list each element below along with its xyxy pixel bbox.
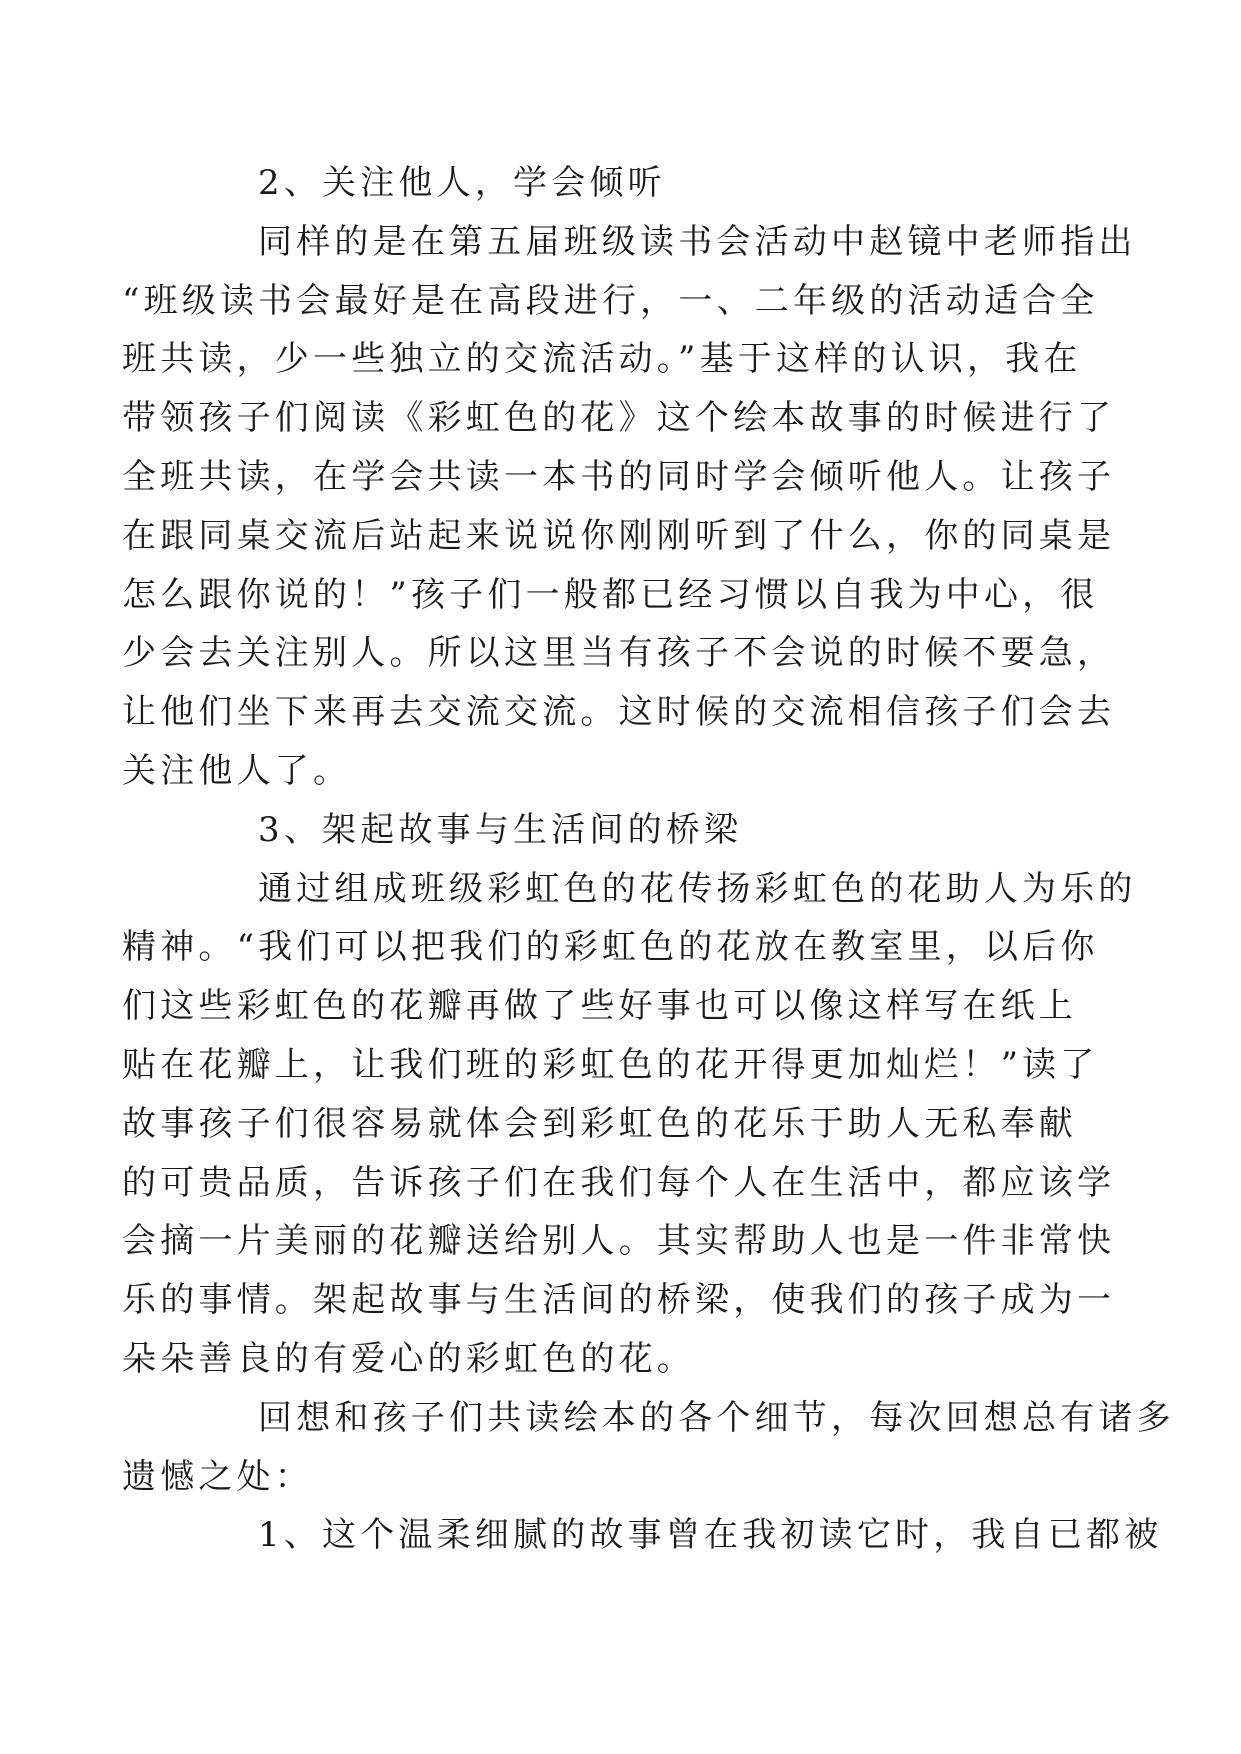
text-line: 同样的是在第五届班级读书会活动中赵镜中老师指出 — [258, 221, 1137, 262]
paragraph-bridge — [122, 860, 1137, 1389]
text-line: 1、这个温柔细腻的故事曾在我初读它时，我自已都被 — [258, 1515, 1163, 1556]
text-line: 精神。“我们可以把我们的彩虹色的花放在教室里，以后你 — [122, 927, 1099, 968]
text-line: 带领孩子们阅读《彩虹色的花》这个绘本故事的时候进行了 — [122, 398, 1116, 439]
text-line: 遗憾之处： — [122, 1456, 313, 1497]
paragraph-reflection — [122, 1389, 1175, 1507]
text-line: 通过组成班级彩虹色的花传扬彩虹色的花助人为乐的 — [258, 868, 1137, 909]
section-heading-2: 2、关注他人，学会倾听 — [258, 163, 666, 203]
text-line: 会摘一片美丽的花瓣送给别人。其实帮助人也是一件非常快 — [122, 1221, 1116, 1262]
text-line: 们这些彩虹色的花瓣再做了些好事也可以像这样写在纸上 — [122, 986, 1077, 1027]
text-line: 故事孩子们很容易就体会到彩虹色的花乐于助人无私奉献 — [122, 1103, 1077, 1144]
text-line: 朵朵善良的有爱心的彩虹色的花。 — [122, 1338, 695, 1379]
text-line: 的可贵品质，告诉孩子们在我们每个人在生活中，都应该学 — [122, 1162, 1116, 1203]
text-line: 班共读，少一些独立的交流活动。”基于这样的认识，我在 — [122, 339, 1082, 380]
section-heading-3: 3、架起故事与生活间的桥梁 — [258, 809, 743, 850]
text-line: 乐的事情。架起故事与生活间的桥梁，使我们的孩子成为一 — [122, 1280, 1116, 1321]
text-line: 贴在花瓣上，让我们班的彩虹色的花开得更加灿烂！”读了 — [122, 1044, 1099, 1085]
text-line: 让他们坐下来再去交流交流。这时候的交流相信孩子们会去 — [122, 692, 1116, 733]
text-line: 关注他人了。 — [122, 750, 352, 791]
text-line: 在跟同桌交流后站起来说说你刚刚听到了什么，你的同桌是 — [122, 515, 1116, 556]
text-line: 回想和孩子们共读绘本的各个细节，每次回想总有诸多 — [258, 1397, 1175, 1438]
paragraph-point-1 — [190, 1506, 1163, 1565]
text-line: 全班共读，在学会共读一本书的同时学会倾听他人。让孩子 — [122, 456, 1116, 497]
text-line: 怎么跟你说的！”孩子们一般都已经习惯以自我为中心，很 — [122, 574, 1099, 615]
text-line: 少会去关注别人。所以这里当有孩子不会说的时候不要急， — [122, 633, 1116, 674]
text-line: “班级读书会最好是在高段进行，一、二年级的活动适合全 — [122, 280, 1099, 321]
document-body — [122, 154, 1175, 1565]
paragraph-listening — [122, 213, 1137, 801]
